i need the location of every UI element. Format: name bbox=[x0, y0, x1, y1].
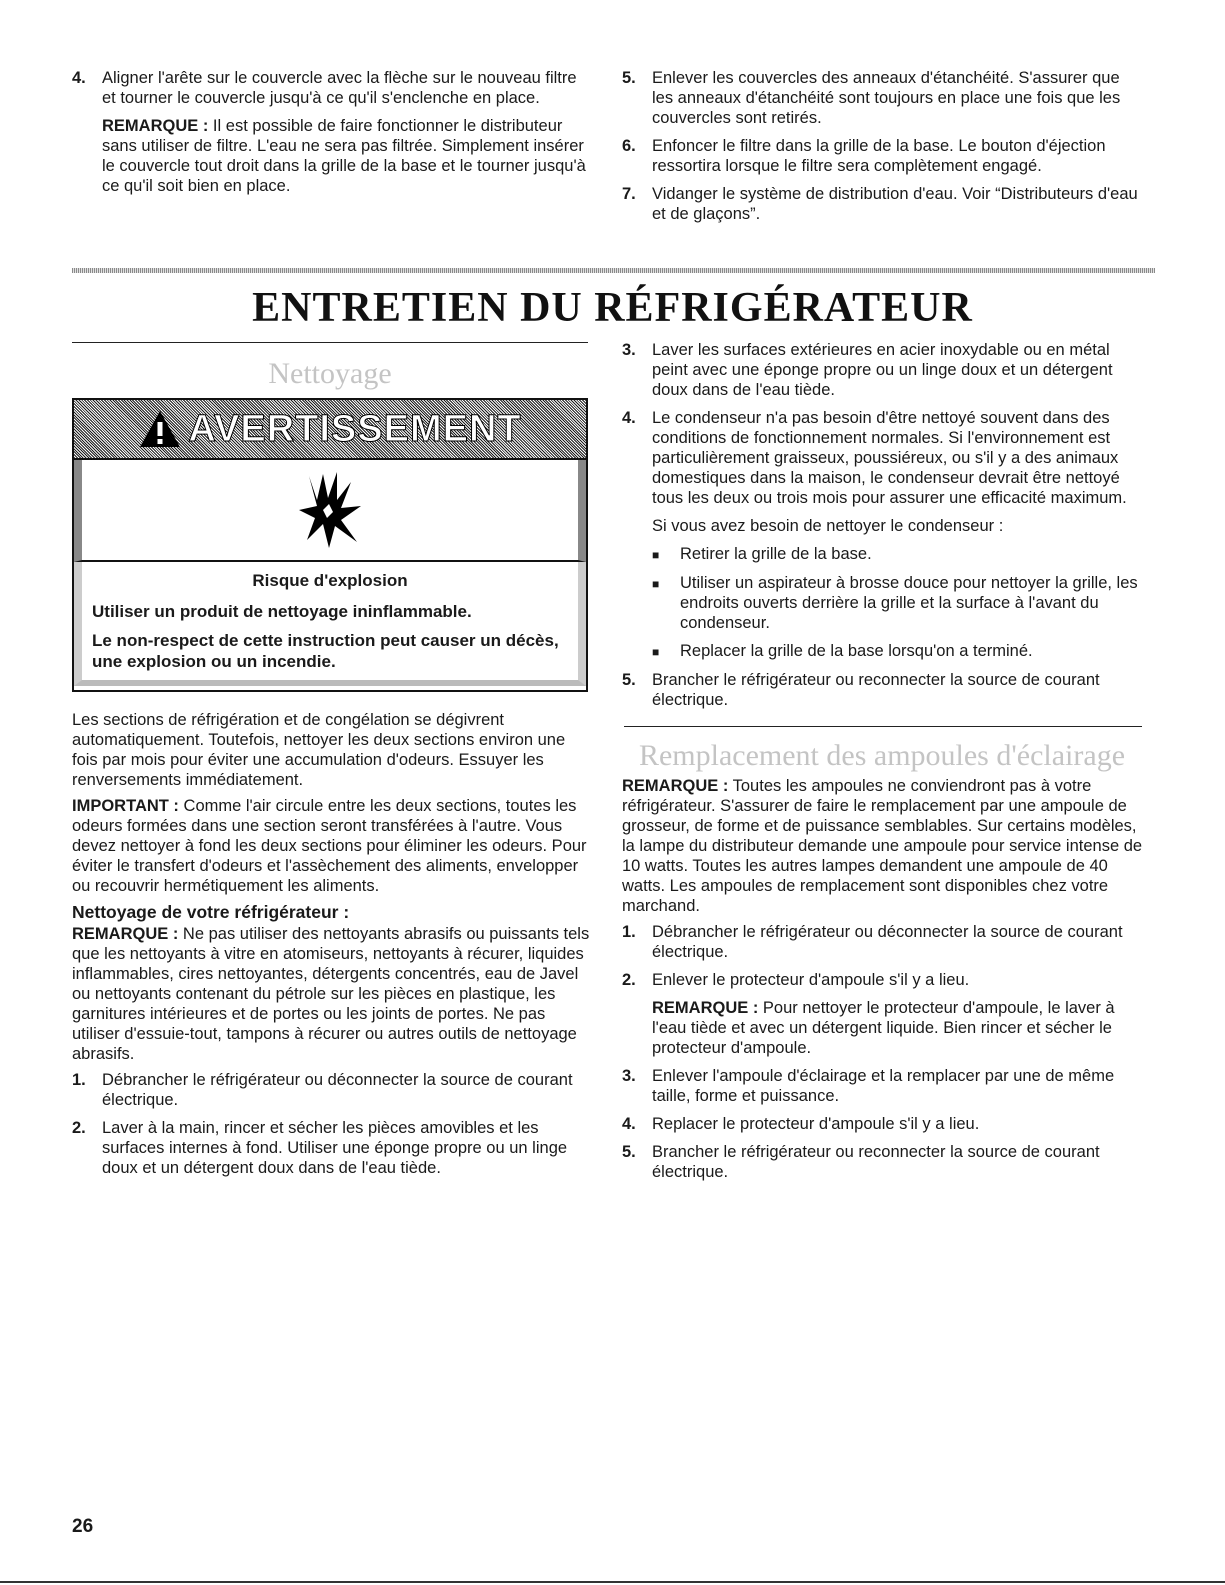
ampoules-rule bbox=[624, 726, 1142, 727]
list-item bbox=[622, 136, 1142, 176]
item-number: 1. bbox=[72, 1071, 86, 1089]
important-label: IMPORTANT : bbox=[72, 797, 179, 815]
subheading: Nettoyage de votre réfrigérateur : bbox=[72, 902, 350, 922]
square-bullet-icon: ■ bbox=[652, 577, 660, 591]
item-text: Enlever l'ampoule d'éclairage et la remplacer par une de même taille, forme et puissance. bbox=[652, 1067, 1115, 1105]
note-text: Ne pas utiliser des nettoyants abrasifs ou puissants tels que les nettoyants à vitre en atomiseurs, nettoyants à récurer, liquides inflammables, cires nettoyantes, détergents concentrés, eau de Javel ou nettoyants contenant du pétrole sur les pièces en plastique, les garnitures intérieures et de portes ou les joints de portes. Ne pas utiliser d'essuie-tout, tampons à récurer ou autres outils de nettoyage abrasifs. bbox=[72, 925, 590, 1063]
item-number: 2. bbox=[622, 971, 636, 989]
section-title-nettoyage: Nettoyage bbox=[268, 357, 392, 390]
condenser-intro: Si vous avez besoin de nettoyer le condenseur : bbox=[652, 517, 1004, 535]
list-item bbox=[72, 1070, 592, 1110]
list-item bbox=[622, 1114, 1144, 1134]
item-text: Enlever le protecteur d'ampoule s'il y a lieu. bbox=[652, 971, 970, 989]
warning-header bbox=[74, 400, 586, 460]
list-item bbox=[72, 1118, 592, 1178]
item-text: Débrancher le réfrigérateur ou déconnecter la source de courant électrique. bbox=[102, 1071, 573, 1109]
list-item bbox=[622, 1066, 1144, 1106]
right-column bbox=[622, 340, 1142, 718]
note-label: REMARQUE : bbox=[622, 777, 729, 795]
top-left-column bbox=[72, 68, 592, 204]
explosion-icon bbox=[295, 470, 365, 550]
bullet-text: Retirer la grille de la base. bbox=[680, 545, 872, 563]
item-text: Laver à la main, rincer et sécher les pièces amovibles et les surfaces internes à fond. Utiliser une éponge propre ou un linge doux et un détergent doux dans de l'eau tiède. bbox=[102, 1119, 568, 1177]
right-column-lamps bbox=[622, 776, 1144, 1190]
paragraph: Les sections de réfrigération et de congélation se dégivrent automatiquement. Toutefois, nettoyer les deux sections environ une fois par mois pour éviter une accumulation d'odeurs. Essuyer les renversements immédiatement. bbox=[72, 711, 566, 789]
list-item bbox=[622, 340, 1142, 400]
important-text: Comme l'air circule entre les deux sections, toutes les odeurs formées dans une section seront transférées à l'autre. Vous devez nettoyer à fond les deux sections pour éliminer les odeurs. Pour éviter le transfert d'odeurs et l'assèchement des aliments, envelopper ou recouvrir hermétiquement les aliments. bbox=[72, 797, 587, 895]
list-item bbox=[72, 68, 592, 108]
important-paragraph bbox=[72, 796, 592, 896]
item-text: Le condenseur n'a pas besoin d'être nettoyé souvent dans des conditions de fonctionnement normales. Si l'environnement est particulièrement graisseux, poussiéreux, ou s'il y a des animaux domestiques dans la maison, le condenseur devrait être nettoyé tous les deux ou trois mois pour assurer une efficacité maximum. bbox=[652, 409, 1127, 507]
bullet-text: Utiliser un aspirateur à brosse douce pour nettoyer la grille, les endroits ouverts derrière la grille et la surface à l'avant du condenseur. bbox=[680, 574, 1138, 632]
warning-line: Le non-respect de cette instruction peut causer un décès, une explosion ou un incendie. bbox=[92, 631, 559, 671]
list-item bbox=[622, 970, 1144, 990]
bullet-text: Replacer la grille de la base lorsqu'on a terminé. bbox=[680, 642, 1033, 660]
warning-line: Utiliser un produit de nettoyage ininflammable. bbox=[92, 602, 472, 621]
item-number: 5. bbox=[622, 1143, 636, 1161]
item-number: 3. bbox=[622, 1067, 636, 1085]
page-title: ENTRETIEN DU RÉFRIGÉRATEUR bbox=[252, 285, 973, 331]
item-number: 4. bbox=[622, 409, 636, 427]
list-item bbox=[622, 184, 1142, 224]
square-bullet-icon: ■ bbox=[652, 645, 660, 659]
warning-triangle-icon bbox=[138, 409, 182, 449]
list-item bbox=[622, 670, 1142, 710]
note-text: Toutes les ampoules ne conviendront pas à votre réfrigérateur. S'assurer de faire le remplacement par une ampoule de grosseur, de forme et de puissance semblables. Sur certains modèles, la lampe du distributeur demande une ampoule pour service intense de 10 watts. Toutes les autres lampes demandent une ampoule de 40 watts. Les ampoules de remplacement sont disponibles chez votre marchand. bbox=[622, 777, 1143, 915]
item-text: Brancher le réfrigérateur ou reconnecter la source de courant électrique. bbox=[652, 671, 1100, 709]
warning-header-text: AVERTISSEMENT bbox=[188, 408, 522, 450]
item-number: 6. bbox=[622, 137, 636, 155]
item-number: 4. bbox=[72, 69, 86, 87]
bullet-item bbox=[652, 641, 1142, 662]
item-text: Débrancher le réfrigérateur ou déconnecter la source de courant électrique. bbox=[652, 923, 1123, 961]
top-right-column bbox=[622, 68, 1142, 232]
item-number: 5. bbox=[622, 69, 636, 87]
item-number: 3. bbox=[622, 341, 636, 359]
note-paragraph bbox=[72, 924, 592, 1064]
item-number: 7. bbox=[622, 185, 636, 203]
lamp-note bbox=[652, 998, 1144, 1058]
filter-note bbox=[102, 116, 592, 196]
item-text: Aligner l'arête sur le couvercle avec la flèche sur le nouveau filtre et tourner le couvercle jusqu'à ce qu'il s'enclenche en place. bbox=[102, 69, 577, 107]
item-number: 4. bbox=[622, 1115, 636, 1133]
bullet-item bbox=[652, 544, 1142, 565]
bullet-item bbox=[652, 573, 1142, 633]
page-number: 26 bbox=[72, 1516, 94, 1537]
item-text: Enlever les couvercles des anneaux d'étanchéité. S'assurer que les anneaux d'étanchéité sont toujours en place une fois que les couvercles sont retirés. bbox=[652, 69, 1121, 127]
note-paragraph bbox=[622, 776, 1144, 916]
section-divider bbox=[72, 268, 1155, 273]
page-edge-rule bbox=[0, 1581, 1225, 1583]
note-label: REMARQUE : bbox=[652, 999, 759, 1017]
item-text: Brancher le réfrigérateur ou reconnecter la source de courant électrique. bbox=[652, 1143, 1100, 1181]
item-text: Replacer le protecteur d'ampoule s'il y a lieu. bbox=[652, 1115, 980, 1133]
item-number: 1. bbox=[622, 923, 636, 941]
note-label: REMARQUE : bbox=[72, 925, 179, 943]
nettoyage-rule bbox=[72, 342, 588, 343]
note-label: REMARQUE : bbox=[102, 117, 209, 135]
square-bullet-icon: ■ bbox=[652, 548, 660, 562]
item-text: Enfoncer le filtre dans la grille de la base. Le bouton d'éjection ressortira lorsque le filtre sera complètement engagé. bbox=[652, 137, 1106, 175]
warning-pictogram bbox=[74, 460, 586, 562]
list-item bbox=[622, 408, 1142, 508]
warning-box bbox=[72, 398, 588, 692]
list-item bbox=[622, 68, 1142, 128]
warning-body bbox=[74, 562, 586, 686]
section-title-ampoules: Remplacement des ampoules d'éclairage bbox=[638, 739, 1126, 772]
left-column bbox=[72, 710, 592, 1186]
warning-title: Risque d'explosion bbox=[252, 571, 408, 590]
note-text: Il est possible de faire fonctionner le distributeur sans utiliser de filtre. L'eau ne sera pas filtrée. Simplement insérer le couvercle tout droit dans la grille de la base et le tourner jusqu'à ce qu'il soit bien en place. bbox=[102, 117, 586, 195]
item-number: 5. bbox=[622, 671, 636, 689]
list-item bbox=[622, 922, 1144, 962]
item-text: Vidanger le système de distribution d'eau. Voir “Distributeurs d'eau et de glaçons”. bbox=[652, 185, 1138, 223]
item-number: 2. bbox=[72, 1119, 86, 1137]
list-item bbox=[622, 1142, 1144, 1182]
item-text: Laver les surfaces extérieures en acier inoxydable ou en métal peint avec une éponge propre ou un linge doux et un détergent doux dans de l'eau tiède. bbox=[652, 341, 1113, 399]
note-text: Pour nettoyer le protecteur d'ampoule, le laver à l'eau tiède et avec un détergent liquide. Bien rincer et sécher le protecteur d'ampoule. bbox=[652, 999, 1115, 1057]
